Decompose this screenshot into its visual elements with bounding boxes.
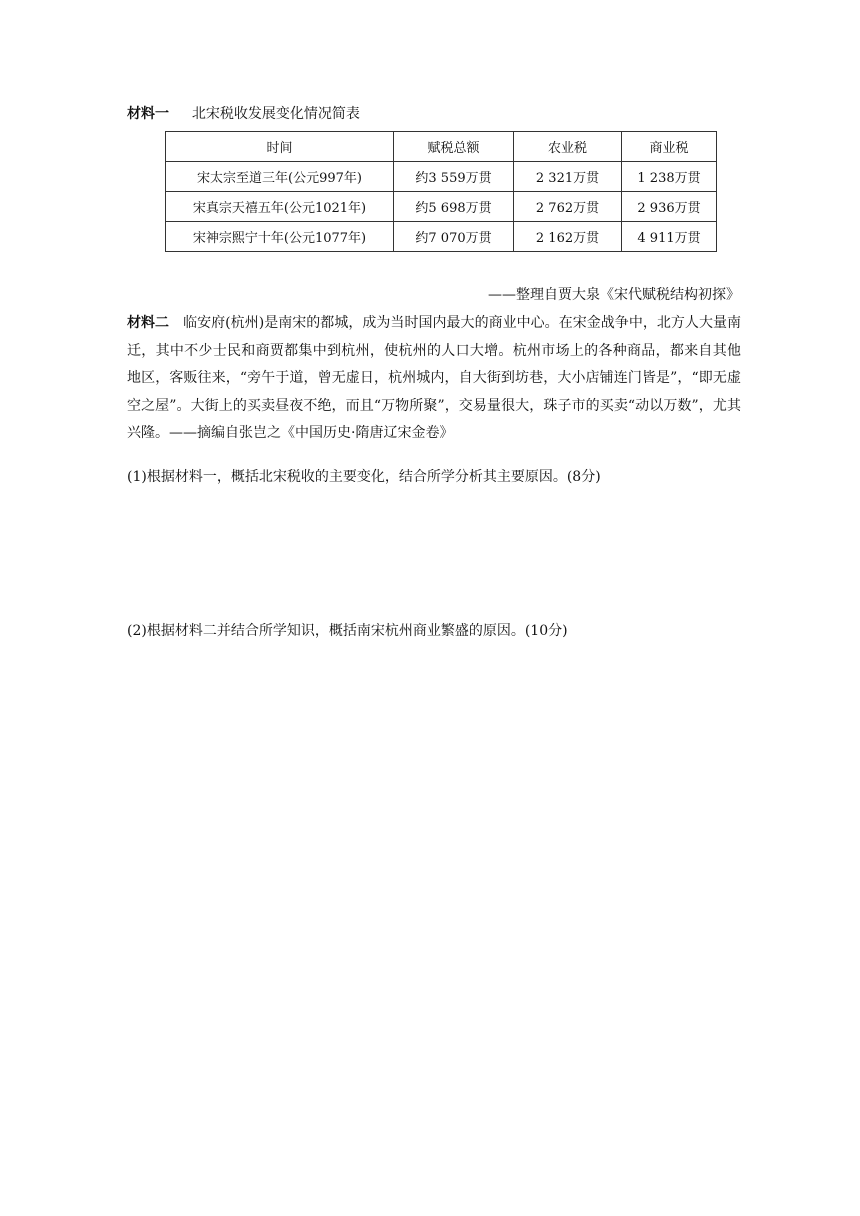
cell-time: 宋神宗熙宁十年(公元1077年): [166, 222, 394, 252]
cell-comm: 2 936万贯: [622, 192, 717, 222]
cell-time: 宋太宗至道三年(公元997年): [166, 162, 394, 192]
table-row: [166, 222, 717, 252]
question-1: (1)根据材料一，概括北宋税收的主要变化，结合所学分析其主要原因。(8分): [127, 469, 601, 485]
header-agri: 农业税: [514, 132, 622, 162]
cell-total: 约5 698万贯: [394, 192, 514, 222]
material1-title: 北宋税收发展变化情况简表: [191, 106, 360, 122]
cell-agri: 2 321万贯: [514, 162, 622, 192]
material2-paragraph: [127, 310, 741, 448]
header-comm: 商业税: [622, 132, 717, 162]
cell-comm: 4 911万贯: [622, 222, 717, 252]
cell-total: 约3 559万贯: [394, 162, 514, 192]
cell-comm: 1 238万贯: [622, 162, 717, 192]
cell-agri: 2 762万贯: [514, 192, 622, 222]
table-header-row: [166, 132, 717, 162]
material2-label: 材料二: [127, 315, 170, 331]
cell-time: 宋真宗天禧五年(公元1021年): [166, 192, 394, 222]
tax-table: [165, 131, 717, 252]
table-row: [166, 162, 717, 192]
material2-source: ——摘编自张岂之《中国历史·隋唐辽宋金卷》: [169, 425, 454, 441]
header-time: 时间: [166, 132, 394, 162]
material2-text: 临安府(杭州)是南宋的都城，成为当时国内最大的商业中心。在宋金战争中，北方人大量南迁，其中不少士民和商贾都集中到杭州，使杭州的人口大增。杭州市场上的各种商品，都来自其他地区，客贩往来，“旁午于道，曾无虚日，杭州城内，自大街到坊巷，大小店铺连门皆是”，“即无虚空之屋”。大街上的买卖昼夜不绝，而且“万物所聚”，交易量很大，珠子市的买卖“动以万数”，尤其兴隆。: [127, 315, 742, 441]
table-row: [166, 192, 717, 222]
question-2: (2)根据材料二并结合所学知识，概括南宋杭州商业繁盛的原因。(10分): [127, 623, 568, 639]
material1-label: 材料一: [127, 106, 169, 122]
cell-total: 约7 070万贯: [394, 222, 514, 252]
material1-source: ——整理自贾大泉《宋代赋税结构初探》: [488, 287, 740, 303]
cell-agri: 2 162万贯: [514, 222, 622, 252]
material1-heading: [127, 103, 360, 123]
header-total: 赋税总额: [394, 132, 514, 162]
